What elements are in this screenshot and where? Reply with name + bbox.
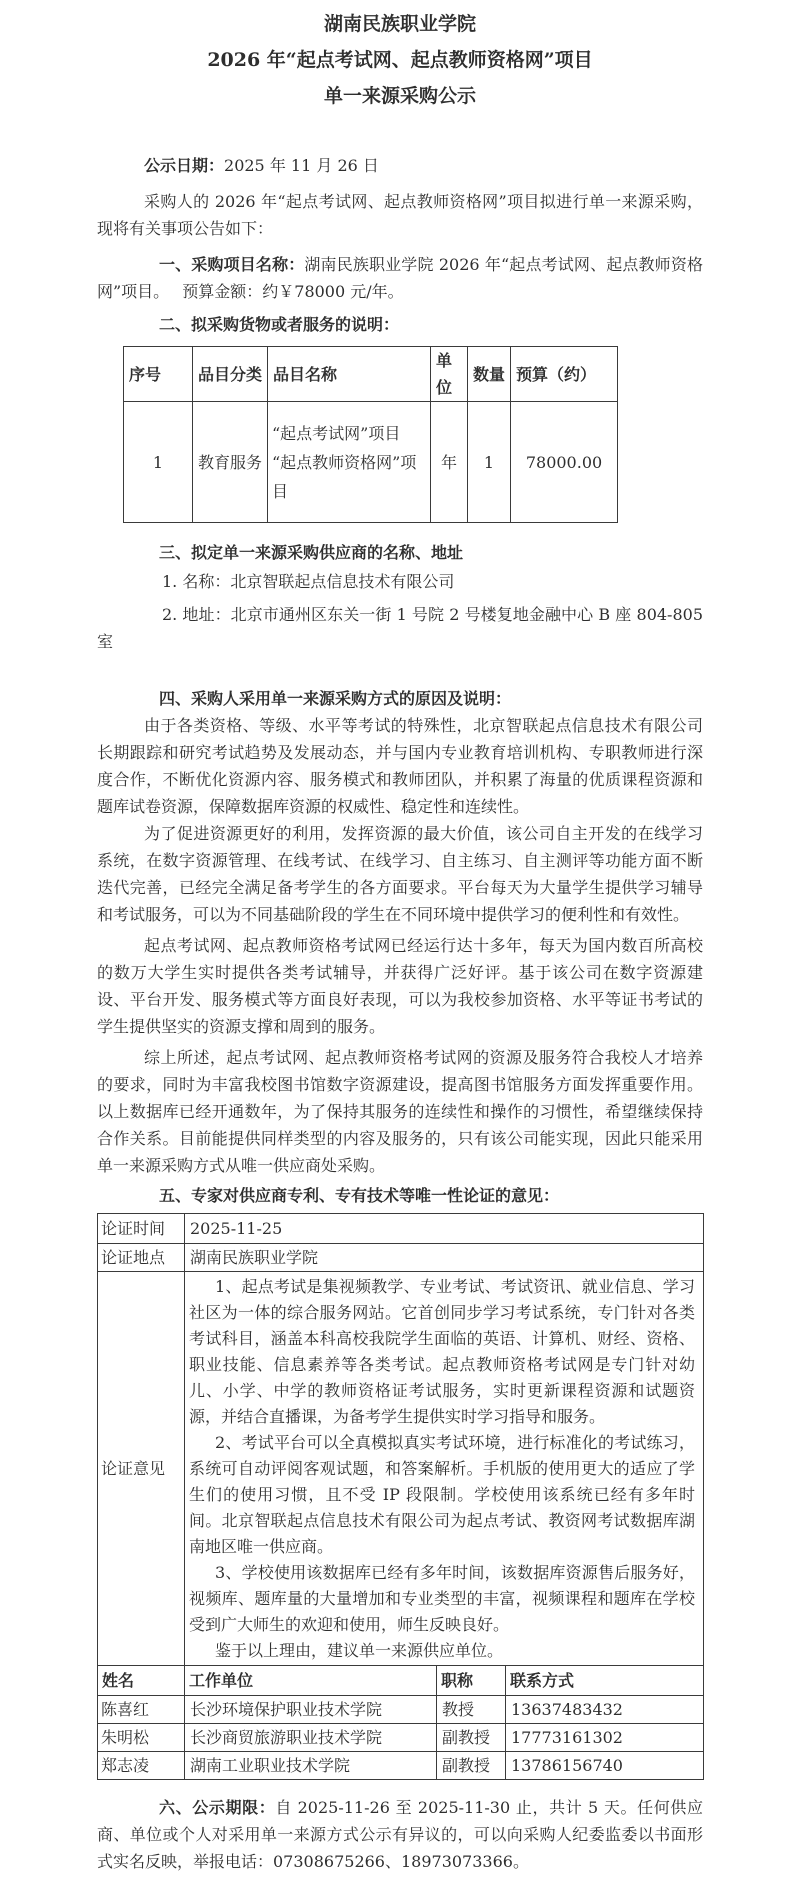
experts-header-org: 工作单位: [185, 1666, 437, 1696]
items-header-budget: 预算（约）: [511, 347, 618, 402]
section4-paragraph-4: 综上所述，起点考试网、起点教师资格考试网的资源及服务符合我校人才培养的要求，同时为丰富我校图书馆数字资源建设，提高图书馆服务方面发挥重要作用。以上数据库已经开通数年，为了保持其服务的连续性和操作的习惯性，希望继续保持合作关系。目前能提供同样类型的内容及服务的，只有该公司能实现，因此只能采用单一来源采购方式从唯一供应商处采购。: [97, 1048, 703, 1175]
title-line-2: 2026 年“起点考试网、起点教师资格网”项目: [207, 49, 593, 71]
item-seq: 1: [124, 402, 193, 523]
item-qty: 1: [468, 402, 511, 523]
opinion-paragraph-4: 鉴于以上理由，建议单一来源供应单位。: [215, 1641, 504, 1660]
expert-org: 长沙环境保护职业技术学院: [185, 1696, 437, 1724]
section4-paragraph-3: 起点考试网、起点教师资格考试网已经运行达十多年，每天为国内数百所高校的数万大学生实时提供各类考试辅导，并获得广泛好评。基于该公司在数字资源建设、平台开发、服务模式等方面良好表现，可以为我校参加资格、水平等证书考试的学生提供坚实的资源支撑和周到的服务。: [97, 936, 703, 1036]
expert-org: 湖南工业职业技术学院: [185, 1752, 437, 1780]
item-category: 教育服务: [193, 402, 268, 523]
item-budget: 78000.00: [511, 402, 618, 523]
section1-paragraph: [97, 251, 703, 305]
experts-header-name: 姓名: [98, 1666, 185, 1696]
section4-paragraph-2: 为了促进资源更好的利用，发挥资源的最大价值，该公司自主开发的在线学习系统，在数字资源管理、在线考试、在线学习、自主练习、自主测评等功能方面不断迭代完善，已经完全满足备考学生的各方面要求。平台每天为大量学生提供学习辅导和考试服务，可以为不同基础阶段的学生在不同环境中提供学习的便利性和有效性。: [97, 824, 703, 924]
publish-date-value: 2025 年 11 月 26 日: [224, 156, 379, 175]
publish-date-label: 公示日期：: [144, 156, 225, 175]
experts-header-row: [98, 1666, 704, 1696]
opinion-paragraph-3: 3、学校使用该数据库已经有多年时间，该数据库资源售后服务好，视频库、题库量的大量增加和专业类型的丰富，视频课程和题库在学校受到广大师生的欢迎和使用，师生反映良好。: [189, 1563, 695, 1634]
expert-review-table: [97, 1213, 704, 1780]
item-name-line-2: “起点教师资格网”项目: [272, 452, 417, 501]
expert-name: 朱明松: [98, 1724, 185, 1752]
review-place-value: 湖南民族职业学院: [185, 1244, 704, 1272]
expert-title: 教授: [437, 1696, 506, 1724]
section6-body: 自 2025-11-26 至 2025-11-30 止，共计 5 天。任何供应商、单位或个人对采用单一来源方式公示有异议的，可以向采购人纪委监委以书面形式实名反映，举报电话：07308675266、18973073366。: [97, 1798, 703, 1871]
section2-heading: 二、拟采购货物或者服务的说明：: [159, 315, 400, 334]
expert-title: 副教授: [437, 1752, 506, 1780]
section3-heading: 三、拟定单一来源采购供应商的名称、地址: [159, 543, 464, 562]
section6-paragraph: [97, 1794, 703, 1875]
items-header-name: 品目名称: [268, 347, 431, 402]
items-header-seq: 序号: [124, 347, 193, 402]
review-time-label: 论证时间: [98, 1214, 185, 1244]
item-name: [268, 402, 431, 523]
experts-header-phone: 联系方式: [506, 1666, 704, 1696]
section5-heading: 五、专家对供应商专利、专有技术等唯一性论证的意见：: [159, 1186, 560, 1205]
review-opinion-label: 论证意见: [98, 1272, 185, 1666]
title-line-1: 湖南民族职业学院: [323, 13, 476, 35]
expert-name: 郑志凌: [98, 1752, 185, 1780]
items-header-unit: 单位: [431, 347, 468, 402]
title-line-3: 单一来源采购公示: [323, 85, 476, 107]
item-name-line-1: “起点考试网”项目: [272, 423, 401, 443]
expert-row: [98, 1724, 704, 1752]
review-time-row: [98, 1214, 704, 1244]
review-time-value: 2025-11-25: [185, 1214, 704, 1244]
expert-name: 陈喜红: [98, 1696, 185, 1724]
expert-phone: 13786156740: [506, 1752, 704, 1780]
items-header-category: 品目分类: [193, 347, 268, 402]
review-opinion-content: [185, 1272, 704, 1666]
expert-row: [98, 1752, 704, 1780]
expert-phone: 13637483432: [506, 1696, 704, 1724]
expert-phone: 17773161302: [506, 1724, 704, 1752]
expert-org: 长沙商贸旅游职业技术学院: [185, 1724, 437, 1752]
items-table-row: [124, 402, 618, 523]
review-place-label: 论证地点: [98, 1244, 185, 1272]
section6-heading: 六、公示期限：: [159, 1798, 276, 1817]
items-table-header-row: [124, 347, 618, 402]
procurement-items-table: [123, 346, 618, 523]
items-header-qty: 数量: [468, 347, 511, 402]
experts-header-title: 职称: [437, 1666, 506, 1696]
expert-title: 副教授: [437, 1724, 506, 1752]
item-unit: 年: [431, 402, 468, 523]
opinion-paragraph-2: 2、考试平台可以全真模拟真实考试环境，进行标准化的考试练习，系统可自动评阅客观试题，和答案解析。手机版的使用更大的适应了学生们的使用习惯，且不受 IP 段限制。学校使用该系统已经有多年时间。北京智联起点信息技术有限公司为起点考试、教资网考试数据库湖南地区唯一供应商。: [189, 1433, 695, 1556]
section1-heading: 一、采购项目名称：: [159, 255, 305, 274]
review-place-row: [98, 1244, 704, 1272]
section1-body: 湖南民族职业学院 2026 年“起点考试网、起点教师资格网”项目。 预算金额：约￥78000 元/年。: [97, 255, 703, 301]
publish-date-line: [97, 152, 703, 179]
section4-paragraph-1: 由于各类资格、等级、水平等考试的特殊性，北京智联起点信息技术有限公司长期跟踪和研究考试趋势及发展动态，并与国内专业教育培训机构、专职教师进行深度合作，不断优化资源内容、服务模式和教师团队，并积累了海量的优质课程资源和题库试卷资源，保障数据库资源的权威性、稳定性和连续性。: [97, 716, 703, 816]
intro-paragraph: 采购人的 2026 年“起点考试网、起点教师资格网”项目拟进行单一来源采购，现将有关事项公告如下：: [97, 192, 703, 238]
review-opinion-row: [98, 1272, 704, 1666]
section4-heading: 四、采购人采用单一来源采购方式的原因及说明：: [159, 689, 512, 708]
document-title-block: [97, 6, 703, 114]
supplier-address-line: 2. 地址：北京市通州区东关一街 1 号院 2 号楼复地金融中心 B 座 804-805 室: [97, 605, 703, 651]
supplier-name-line: 1. 名称：北京智联起点信息技术有限公司: [162, 572, 455, 591]
expert-row: [98, 1696, 704, 1724]
opinion-paragraph-1: 1、起点考试是集视频教学、专业考试、考试资讯、就业信息、学习社区为一体的综合服务网站。它首创同步学习考试系统，专门针对各类考试科目，涵盖本科高校我院学生面临的英语、计算机、财经、资格、职业技能、信息素养等各类考试。起点教师资格考试网是专门针对幼儿、小学、中学的教师资格证考试服务，实时更新课程资源和试题资源，并结合直播课，为备考学生提供实时学习指导和服务。: [189, 1277, 695, 1426]
